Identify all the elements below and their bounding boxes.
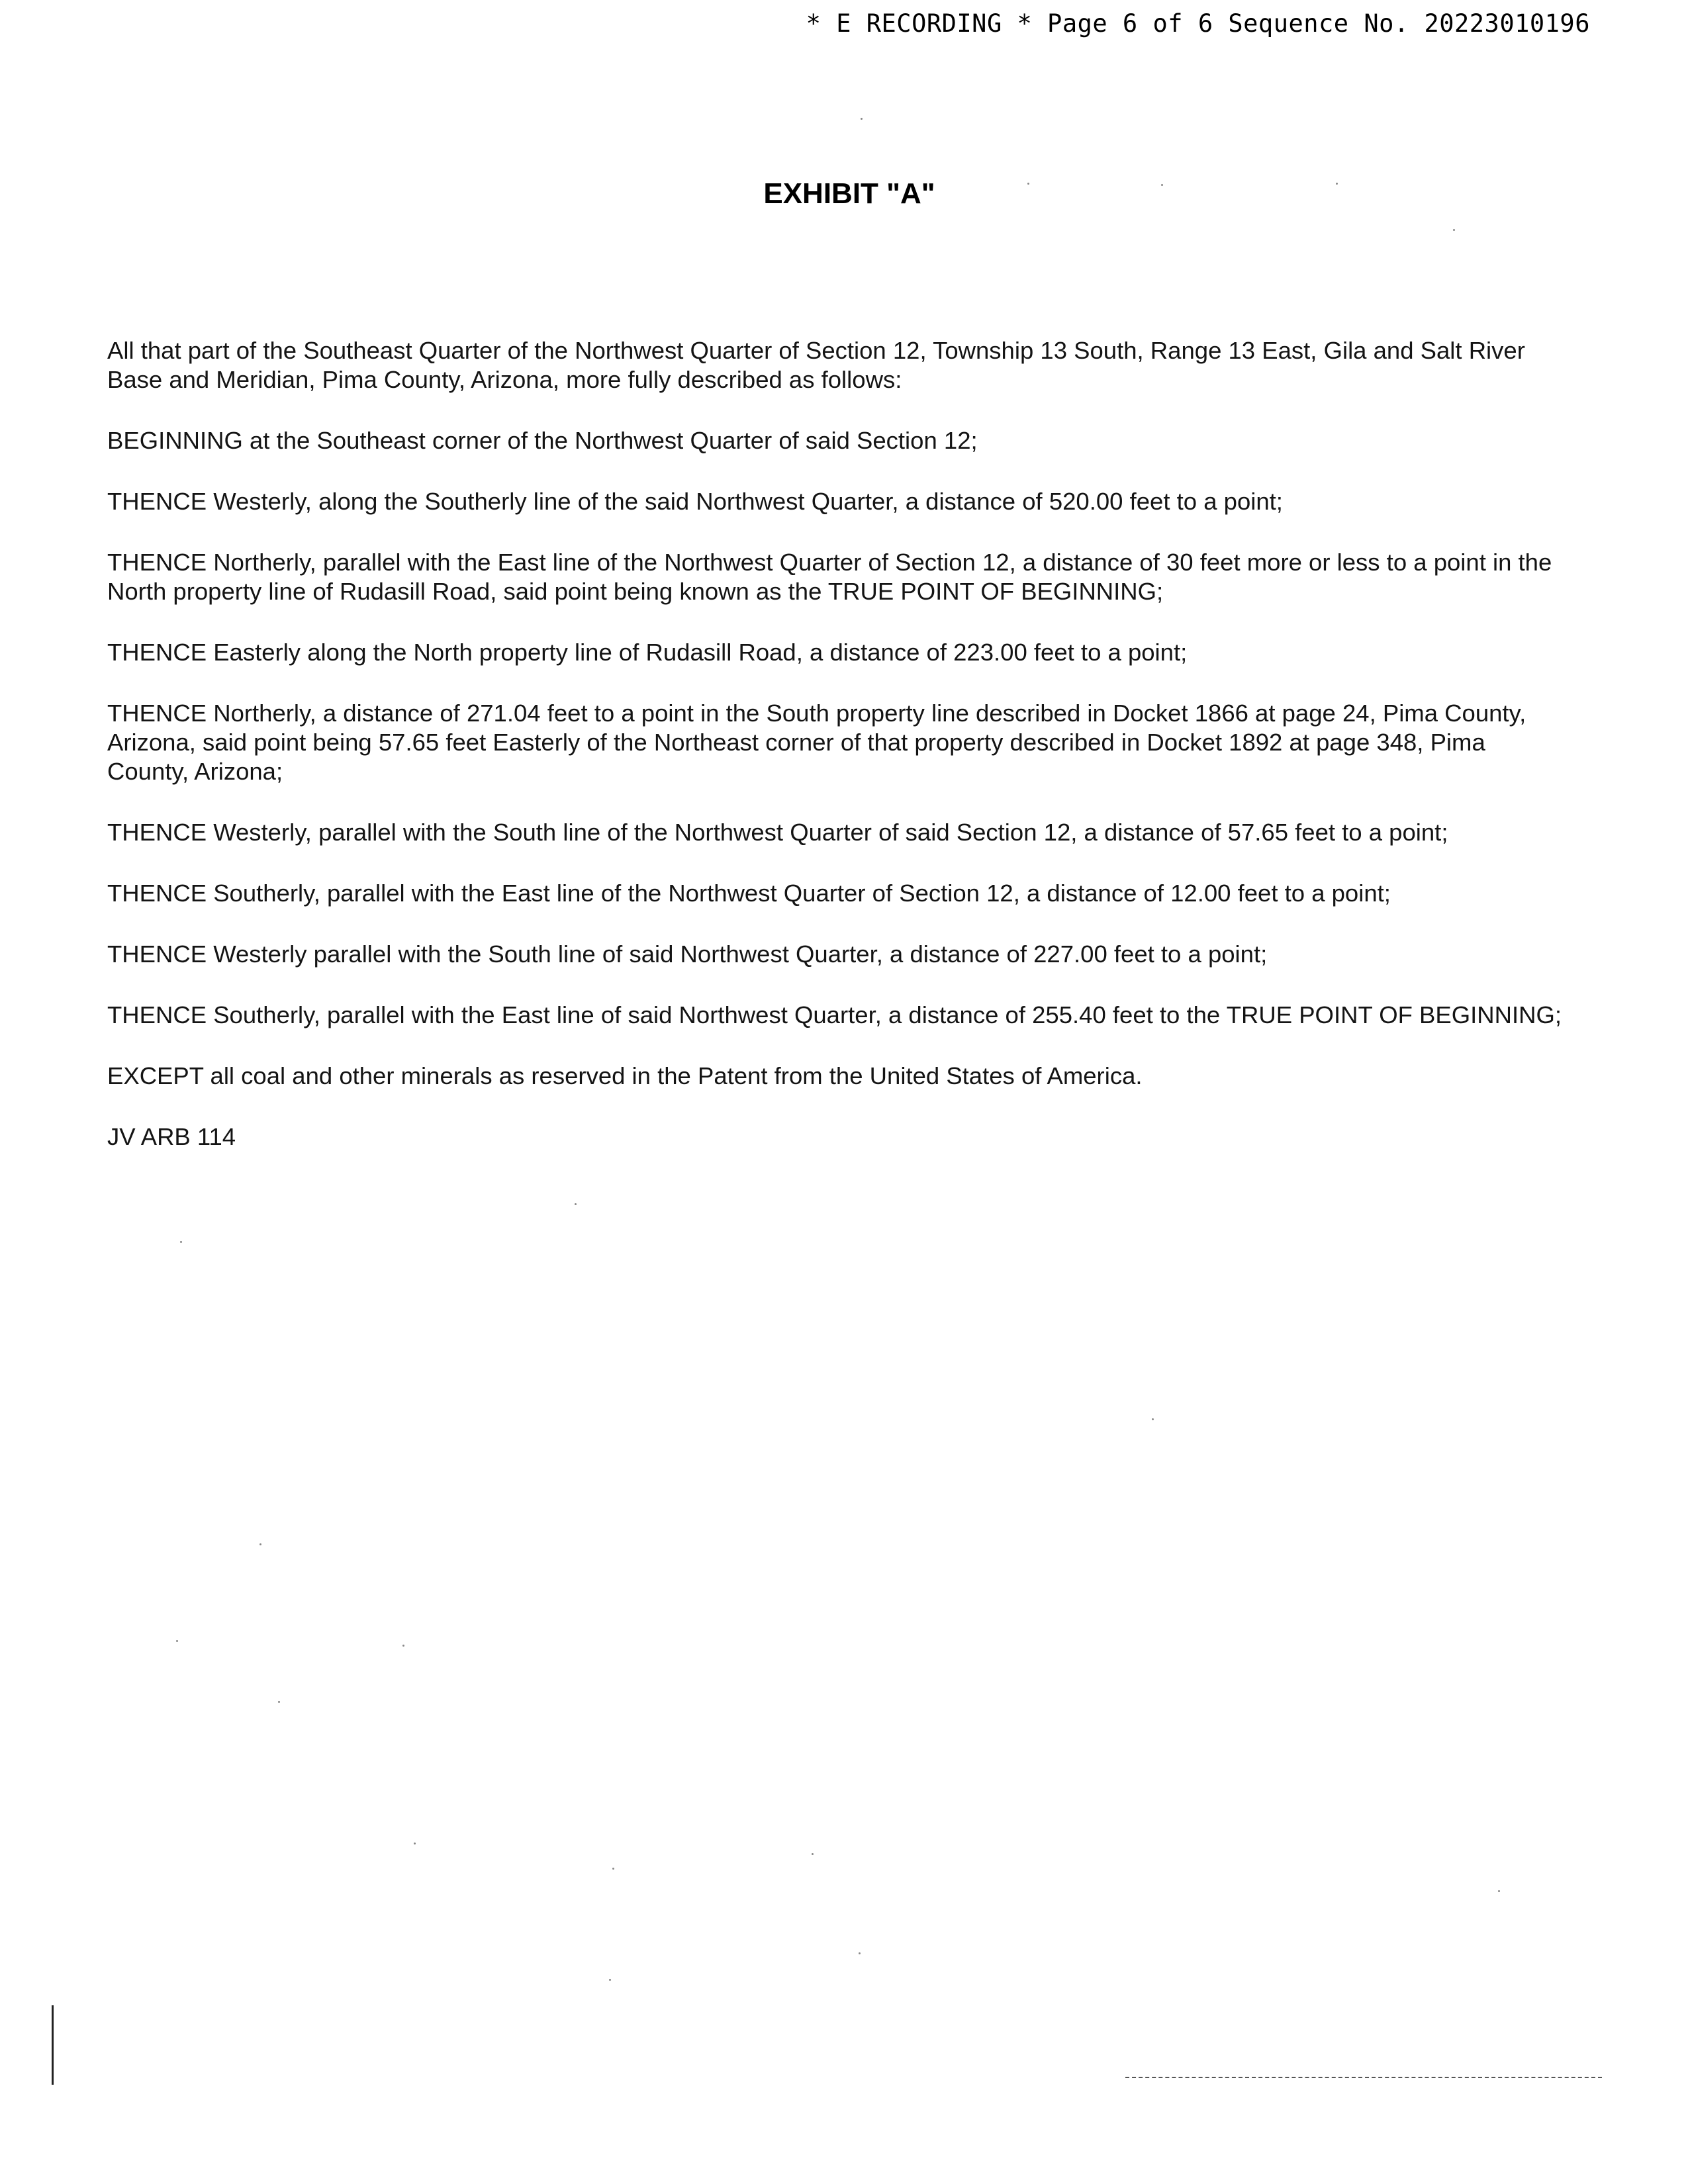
scan-speck	[1453, 229, 1455, 231]
paragraph-thence-westerly-520: THENCE Westerly, along the Southerly line of the said Northwest Quarter, a distance of 520.00 feet to a point;	[107, 488, 1283, 515]
scan-speck	[278, 1701, 280, 1703]
scan-edge-mark	[52, 2005, 54, 2085]
scan-speck	[861, 118, 863, 120]
paragraph-thence-northerly-271: THENCE Northerly, a distance of 271.04 feet to a point in the South property line described in Docket 1866 at page 24, Pima County, Arizona, said point being 57.65 feet Easterly of the Northeast corner of that property described in Docket 1892 at page 348, Pima County, Arizona;	[107, 700, 1526, 785]
scan-speck	[812, 1853, 814, 1855]
scan-speck	[1161, 184, 1163, 186]
exhibit-title: EXHIBIT "A"	[763, 177, 935, 210]
scan-speck	[180, 1241, 182, 1243]
paragraph-thence-northerly-30: THENCE Northerly, parallel with the East line of the Northwest Quarter of Section 12, a distance of 30 feet more or less to a point in the North property line of Rudasill Road, said point being known as the TRUE POINT OF BEGINNING;	[107, 549, 1552, 605]
paragraph-thence-easterly-223: THENCE Easterly along the North property line of Rudasill Road, a distance of 223.00 feet to a point;	[107, 639, 1188, 666]
paragraph-except-minerals: EXCEPT all coal and other minerals as reserved in the Patent from the United States of America.	[107, 1062, 1143, 1089]
scan-speck	[414, 1843, 416, 1844]
scan-speck	[1498, 1890, 1500, 1892]
paragraph-thence-southerly-12: THENCE Southerly, parallel with the East line of the Northwest Quarter of Section 12, a distance of 12.00 feet to a point;	[107, 880, 1391, 907]
scan-speck	[575, 1203, 577, 1205]
scan-speck	[612, 1868, 614, 1870]
paragraph-intro: All that part of the Southeast Quarter of the Northwest Quarter of Section 12, Township 13 South, Range 13 East, Gila and Salt River Base and Meridian, Pima County, Arizona, more fully described as follows:	[107, 337, 1525, 393]
scan-speck	[609, 1979, 611, 1981]
scan-speck	[1027, 183, 1029, 185]
paragraph-thence-westerly-57: THENCE Westerly, parallel with the South line of the Northwest Quarter of said Section 12, a distance of 57.65 feet to a point;	[107, 819, 1448, 846]
recording-header: * E RECORDING * Page 6 of 6 Sequence No. 20223010196	[806, 9, 1590, 38]
scan-speck	[1152, 1418, 1154, 1420]
paragraph-reference-code: JV ARB 114	[107, 1123, 236, 1150]
paragraph-beginning: BEGINNING at the Southeast corner of the Northwest Quarter of said Section 12;	[107, 427, 978, 454]
scan-footer-rule	[1125, 2077, 1602, 2078]
legal-description	[107, 336, 1564, 1183]
scan-speck	[859, 1952, 861, 1954]
paragraph-thence-southerly-255: THENCE Southerly, parallel with the East line of said Northwest Quarter, a distance of 255.40 feet to the TRUE POINT OF BEGINNING;	[107, 1001, 1562, 1028]
scan-speck	[259, 1543, 261, 1545]
scan-speck	[176, 1640, 178, 1642]
scan-speck	[402, 1645, 404, 1647]
scan-speck	[1336, 183, 1338, 185]
paragraph-thence-westerly-227: THENCE Westerly parallel with the South line of said Northwest Quarter, a distance of 227.00 feet to a point;	[107, 940, 1268, 968]
